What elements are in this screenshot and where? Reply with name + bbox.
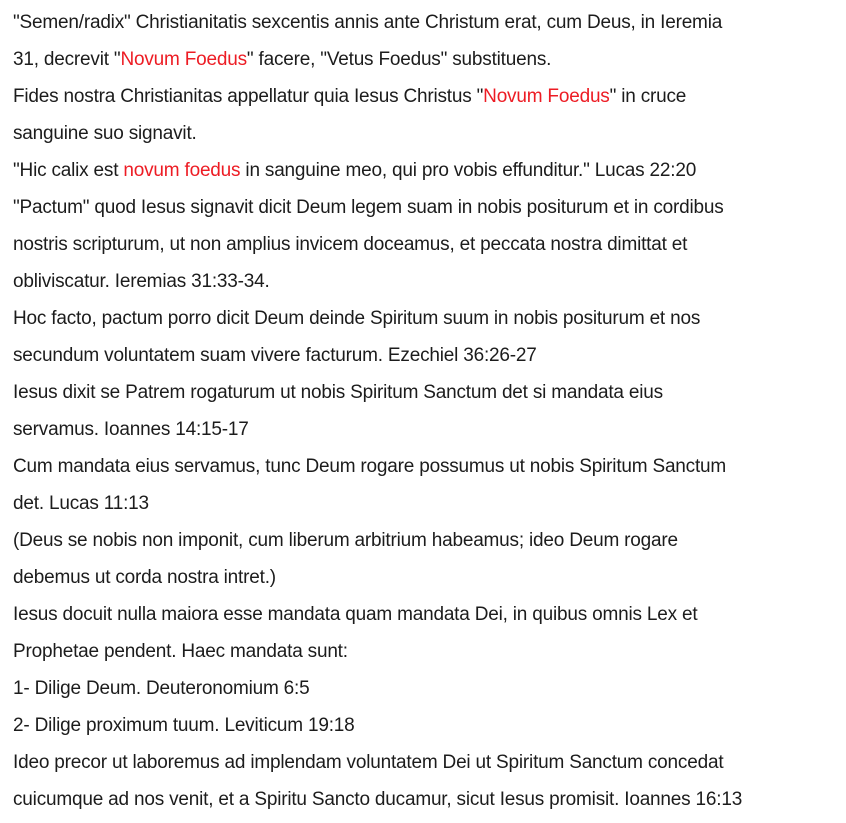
- text-segment: "Hic calix est: [13, 160, 124, 181]
- text-line: [13, 337, 836, 374]
- text-line: [13, 485, 836, 522]
- text-line: [13, 300, 836, 337]
- text-segment: Cum mandata eius servamus, tunc Deum rogare possumus ut nobis Spiritum Sanctum: [13, 456, 727, 477]
- text-segment: " facere, "Vetus Foedus" substituens.: [246, 49, 552, 70]
- text-segment: 1- Dilige Deum. Deuteronomium 6:5: [13, 678, 310, 699]
- text-segment: "Pactum" quod Iesus signavit dicit Deum legem suam in nobis positurum et in cordibus: [13, 197, 724, 218]
- text-line: [13, 411, 836, 448]
- text-line: [13, 152, 836, 189]
- text-segment: debemus ut corda nostra intret.): [13, 567, 276, 588]
- text-line: [13, 670, 836, 707]
- text-line: [13, 263, 836, 300]
- text-segment: (Deus se nobis non imponit, cum liberum arbitrium habeamus; ideo Deum rogare: [13, 530, 678, 551]
- text-segment: Fides nostra Christianitas appellatur quia Iesus Christus ": [13, 86, 484, 107]
- text-line: [13, 374, 836, 411]
- text-line: [13, 744, 836, 781]
- text-line: [13, 189, 836, 226]
- highlighted-text: Novum Foedus: [120, 49, 247, 70]
- text-line: [13, 633, 836, 670]
- text-line: [13, 448, 836, 485]
- text-segment: "Semen/radix" Christianitatis sexcentis annis ante Christum erat, cum Deus, in Ieremia: [13, 12, 723, 33]
- text-segment: Ideo precor ut laboremus ad implendam voluntatem Dei ut Spiritum Sanctum concedat: [13, 752, 724, 773]
- text-segment: Iesus docuit nulla maiora esse mandata quam mandata Dei, in quibus omnis Lex et: [13, 604, 698, 625]
- text-segment: Iesus dixit se Patrem rogaturum ut nobis Spiritum Sanctum det si mandata eius: [13, 382, 663, 403]
- text-line: [13, 596, 836, 633]
- text-line: [13, 522, 836, 559]
- text-line: [13, 226, 836, 263]
- text-segment: det. Lucas 11:13: [13, 493, 149, 514]
- text-line: [13, 707, 836, 744]
- text-segment: Hoc facto, pactum porro dicit Deum deinde Spiritum suum in nobis positurum et nos: [13, 308, 701, 329]
- text-segment: in sanguine meo, qui pro vobis effunditur." Lucas 22:20: [240, 160, 697, 181]
- text-line: [13, 41, 836, 78]
- text-segment: " in cruce: [609, 86, 687, 107]
- text-segment: nostris scripturum, ut non amplius invicem doceamus, et peccata nostra dimittat et: [13, 234, 688, 255]
- text-line: [13, 4, 836, 41]
- text-segment: cuicumque ad nos venit, et a Spiritu Sancto ducamur, sicut Iesus promisit. Ioannes 16:13: [13, 789, 743, 810]
- text-segment: sanguine suo signavit.: [13, 123, 197, 144]
- text-line: [13, 559, 836, 596]
- highlighted-text: Novum Foedus: [483, 86, 610, 107]
- text-line: [13, 115, 836, 152]
- text-segment: Prophetae pendent. Haec mandata sunt:: [13, 641, 348, 662]
- text-segment: servamus. Ioannes 14:15-17: [13, 419, 249, 440]
- text-segment: 2- Dilige proximum tuum. Leviticum 19:18: [13, 715, 355, 736]
- text-line: [13, 78, 836, 115]
- text-segment: 31, decrevit ": [13, 49, 121, 70]
- highlighted-text: novum foedus: [123, 160, 241, 181]
- text-line: [13, 781, 836, 818]
- text-segment: secundum voluntatem suam vivere facturum. Ezechiel 36:26-27: [13, 345, 537, 366]
- text-segment: obliviscatur. Ieremias 31:33-34.: [13, 271, 270, 292]
